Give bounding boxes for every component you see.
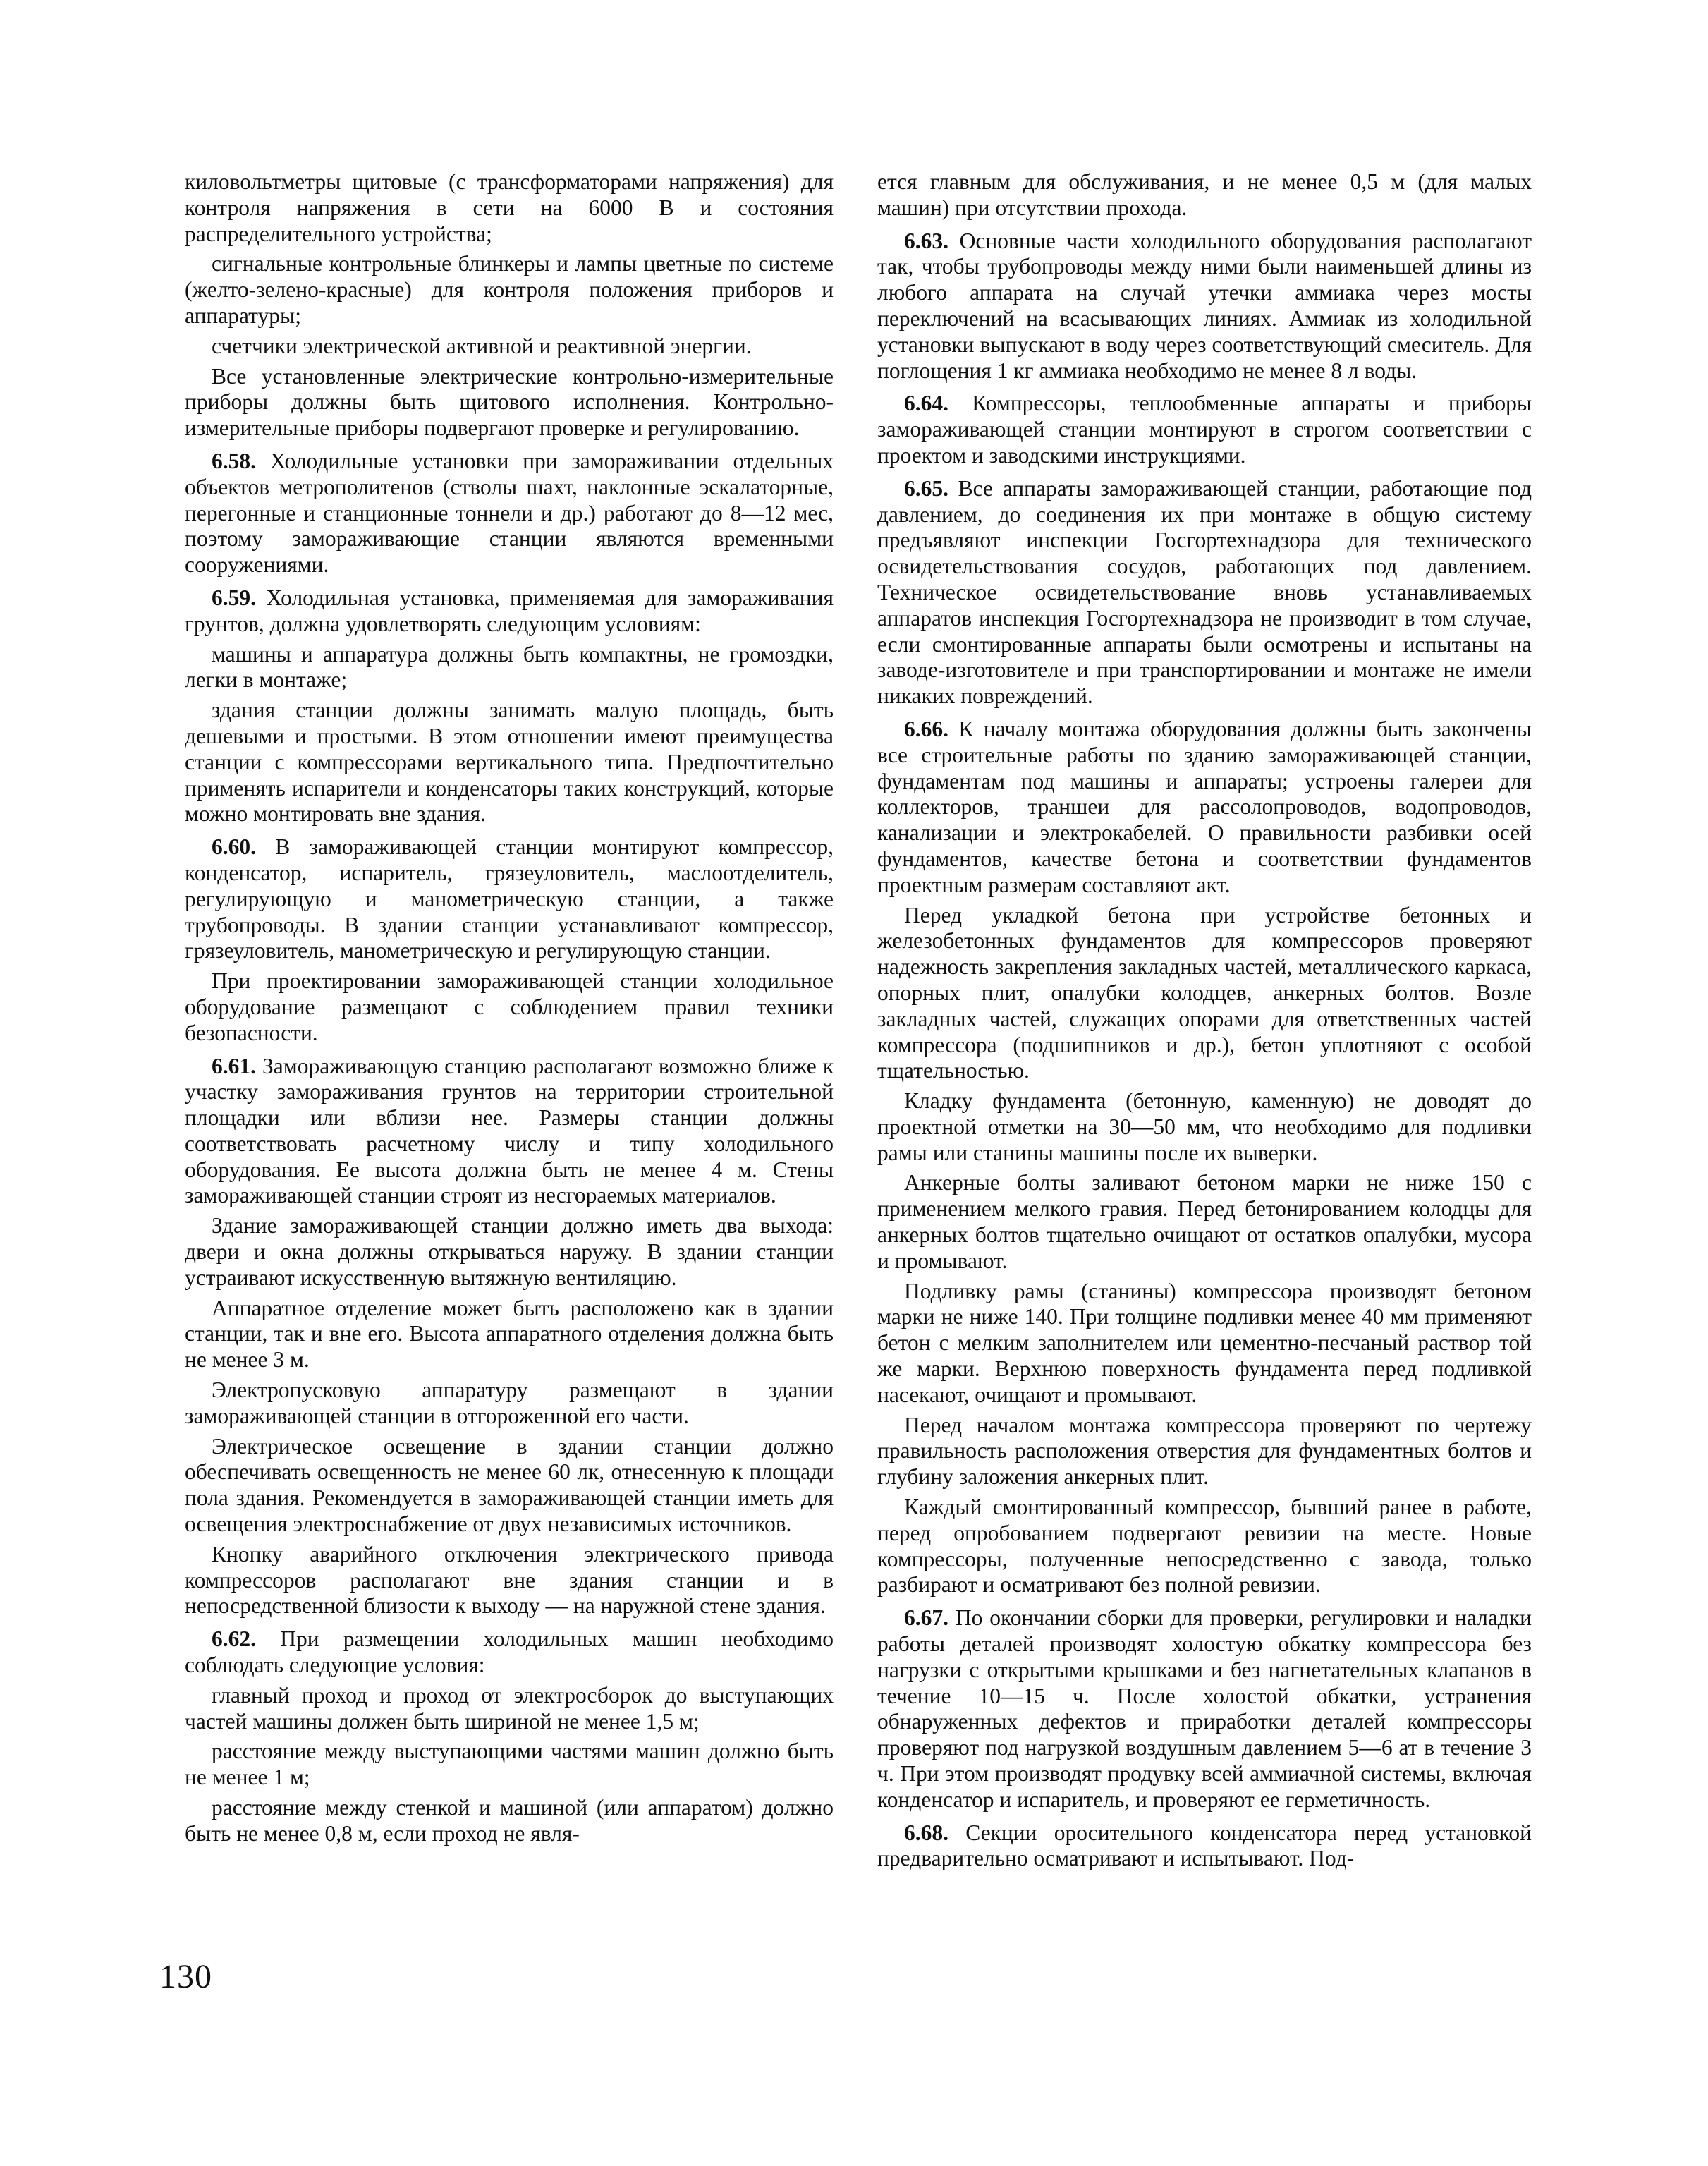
- paragraph: [185, 1377, 834, 1430]
- paragraph-text: машины и аппаратура должны быть компактны, не громоздки, легки в монтаже;: [185, 641, 834, 693]
- section-number: 6.64.: [904, 391, 948, 416]
- paragraph: [185, 334, 834, 360]
- paragraph: [185, 1213, 834, 1291]
- paragraph: [185, 251, 834, 329]
- paragraph-text: Перед началом монтажа компрессора проверяют по чертежу правильность расположения отверстия для фундаментных болтов и глубину заложения анкерных плит.: [877, 1412, 1532, 1490]
- paragraph-text: Подливку рамы (станины) компрессора производят бетоном марки не ниже 140. При толщине подливки менее 40 мм применяют бетон с мелким заполнителем или цементно-песчаный раствор той же марки. Верхнюю поверхность фундамента перед подливкой насекают, очищают и промывают.: [877, 1278, 1532, 1407]
- paragraph-text: По окончании сборки для проверки, регулировки и наладки работы деталей производят холостую обкатку компрессора без нагрузки с открытыми крышками и без нагнетательных клапанов в течение 10—15 ч. После холостой обкатки, устранения обнаруженных дефектов и приработки деталей компрессоры проверяют под нагрузкой воздушным давлением 5—6 ат в течение 3 ч. При этом производят продувку всей аммиачной системы, включая конденсатор и испаритель, и проверяют ее герметичность.: [877, 1605, 1532, 1812]
- paragraph-text: Перед укладкой бетона при устройстве бетонных и железобетонных фундаментов для компрессоров проверяют надежность закрепления закладных частей, металлического каркаса, опорных плит, опалубки колодцев, анкерных болтов. Возле закладных частей, служащих опорами для ответственных частей компрессора (подшипников и др.), бетон уплотняют с особой тщательностью.: [877, 902, 1532, 1083]
- left-text-column: [185, 169, 834, 1851]
- paragraph-text: К началу монтажа оборудования должны быть закончены все строительные работы по зданию замораживающей станции, фундаментам под машины и аппараты; устроены галереи для коллекторов, траншеи для рассолопроводов, водопроводов, канализации и электрокабелей. О правильности разбивки осей фундаментов, качестве бетона и соответствии фундаментов проектным размерам составляют акт.: [877, 716, 1532, 897]
- section-paragraph: [185, 1054, 834, 1210]
- section-paragraph: [185, 1626, 834, 1679]
- paragraph: [185, 1739, 834, 1791]
- section-number: 6.66.: [904, 716, 948, 741]
- section-paragraph: [185, 834, 834, 964]
- section-paragraph: [877, 1820, 1532, 1873]
- paragraph: [185, 968, 834, 1046]
- paragraph: [185, 1542, 834, 1619]
- paragraph: [185, 1795, 834, 1847]
- paragraph: [877, 1279, 1532, 1408]
- section-number: 6.63.: [904, 228, 948, 253]
- paragraph-text: Кладку фундамента (бетонную, каменную) не доводят до проектной отметки на 30—50 мм, что необходимо для подливки рамы или станины машины после их выверки.: [877, 1088, 1532, 1165]
- section-paragraph: [877, 717, 1532, 899]
- paragraph-text: Все аппараты замораживающей станции, работающие под давлением, до соединения их при монтаже в общую систему предъявляют инспекции Госгортехнадзора для технического освидетельствования сосудов, работающих под давлением. Техническое освидетельствование вновь устанавливаемых аппаратов инспекция Госгортехнадзора не производит в том случае, если смонтированные аппараты были осмотрены и испытаны на заводе-изготовителе и при транспортировании и монтаже не имели никаких повреждений.: [877, 475, 1532, 709]
- section-number: 6.59.: [212, 585, 256, 610]
- paragraph: [185, 1683, 834, 1735]
- paragraph-text: здания станции должны занимать малую площадь, быть дешевыми и простыми. В этом отношении имеют преимущества станции с компрессорами вертикального типа. Предпочтительно применять испарители и конденсаторы таких конструкций, которые можно монтировать вне здания.: [185, 698, 834, 827]
- section-number: 6.60.: [212, 834, 256, 860]
- paragraph: [185, 698, 834, 827]
- section-paragraph: [877, 391, 1532, 468]
- paragraph: [185, 1296, 834, 1373]
- paragraph-text: Здание замораживающей станции должно иметь два выхода: двери и окна должны открываться наружу. В здании станции устраивают искусственную вытяжную вентиляцию.: [185, 1213, 834, 1290]
- section-number: 6.61.: [212, 1053, 256, 1078]
- section-paragraph: [877, 229, 1532, 384]
- paragraph-text: расстояние между стенкой и машиной (или аппаратом) должно быть не менее 0,8 м, если проход не явля-: [185, 1795, 834, 1846]
- paragraph: [185, 642, 834, 694]
- paragraph: [877, 169, 1532, 221]
- paragraph: [877, 1170, 1532, 1274]
- paragraph-text: Секции оросительного конденсатора перед установкой предварительно осматривают и испытывают. Под-: [877, 1820, 1532, 1871]
- paragraph-text: Электропусковую аппаратуру размещают в здании замораживающей станции в отгороженной его части.: [185, 1377, 834, 1428]
- paragraph: [877, 1495, 1532, 1598]
- paragraph-text: сигнальные контрольные блинкеры и лампы цветные по системе (желто-зелено-красные) для контроля положения приборов и аппаратуры;: [185, 251, 834, 328]
- paragraph-text: Кнопку аварийного отключения электрического привода компрессоров располагают вне здания станции и в непосредственной близости к выходу — на наружной стене здания.: [185, 1541, 834, 1619]
- paragraph-text: При размещении холодильных машин необходимо соблюдать следующие условия:: [185, 1626, 834, 1678]
- paragraph-text: Все установленные электрические контрольно-измерительные приборы должны быть щитового исполнения. Контрольно-измерительные приборы подвергают проверке и регулированию.: [185, 363, 834, 441]
- section-paragraph: [877, 476, 1532, 710]
- paragraph-text: главный проход и проход от электросборок до выступающих частей машины должен быть шириной не менее 1,5 м;: [185, 1682, 834, 1734]
- paragraph-text: Аппаратное отделение может быть расположено как в здании станции, так и вне его. Высота аппаратного отделения должна быть не менее 3 м.: [185, 1295, 834, 1373]
- paragraph-text: Компрессоры, теплообменные аппараты и приборы замораживающей станции монтируют в строгом соответствии с проектом и заводскими инструкциями.: [877, 391, 1532, 468]
- section-number: 6.68.: [904, 1820, 948, 1845]
- paragraph-text: Холодильная установка, применяемая для замораживания грунтов, должна удовлетворять следующим условиям:: [185, 585, 834, 636]
- paragraph-text: В замораживающей станции монтируют компрессор, конденсатор, испаритель, грязеуловитель, маслоотделитель, регулирующую и манометрическую станции, а также трубопроводы. В здании станции устанавливают компрессор, грязеуловитель, манометрическую и регулирующую станции.: [185, 834, 834, 963]
- section-number: 6.67.: [904, 1605, 948, 1631]
- paragraph: [185, 1434, 834, 1538]
- paragraph-text: Холодильные установки при замораживании отдельных объектов метрополитенов (стволы шахт, наклонные эскалаторные, перегонные и станционные тоннели и др.) работают до 8—12 мес, поэтому замораживающие станции являются временными сооружениями.: [185, 448, 834, 578]
- paragraph-text: расстояние между выступающими частями машин должно быть не менее 1 м;: [185, 1739, 834, 1790]
- paragraph-text: ется главным для обслуживания, и не менее 0,5 м (для малых машин) при отсутствии прохода.: [877, 169, 1532, 220]
- paragraph: [877, 903, 1532, 1085]
- paragraph-text: счетчики электрической активной и реактивной энергии.: [212, 333, 752, 358]
- section-paragraph: [877, 1605, 1532, 1813]
- section-paragraph: [185, 449, 834, 578]
- paragraph-text: Каждый смонтированный компрессор, бывший ранее в работе, перед опробованием подвергают ревизии на месте. Новые компрессоры, полученные непосредственно с завода, только разбирают и осматривают без полной ревизии.: [877, 1495, 1532, 1598]
- section-paragraph: [185, 585, 834, 638]
- paragraph-text: Электрическое освещение в здании станции должно обеспечивать освещенность не менее 60 лк, отнесенную к площади пола здания. Рекомендуется в замораживающей станции иметь для освещения электроснабжение от двух независимых источников.: [185, 1433, 834, 1537]
- paragraph: [877, 1413, 1532, 1490]
- paragraph-text: киловольтметры щитовые (с трансформаторами напряжения) для контроля напряжения в сети на 6000 В и состояния распределительного устройства;: [185, 169, 834, 246]
- paragraph-text: Основные части холодильного оборудования располагают так, чтобы трубопроводы между ними были наименьшей длины из любого аппарата на случай утечки аммиака через мосты переключений на всасывающих линиях. Аммиак из холодильной установки выпускают в воду через соответствующий смеситель. Для поглощения 1 кг аммиака необходимо не менее 8 л воды.: [877, 228, 1532, 383]
- section-number: 6.58.: [212, 448, 256, 473]
- paragraph-text: Замораживающую станцию располагают возможно ближе к участку замораживания грунтов на территории строительной площадки или вблизи нее. Размеры станции должны соответствовать расчетному числу и типу холодильного оборудования. Ее высота должна быть не менее 4 м. Стены замораживающей станции строят из несгораемых материалов.: [185, 1053, 834, 1208]
- paragraph-text: Анкерные болты заливают бетоном марки не ниже 150 с применением мелкого гравия. Перед бетонированием колодцы для анкерных болтов тщательно очищают от остатков опалубки, мусора и промывают.: [877, 1170, 1532, 1273]
- paragraph: [185, 364, 834, 442]
- paragraph-text: При проектировании замораживающей станции холодильное оборудование размещают с соблюдением правил техники безопасности.: [185, 968, 834, 1045]
- right-text-column: [877, 169, 1532, 1876]
- section-number: 6.62.: [212, 1626, 256, 1652]
- section-number: 6.65.: [904, 475, 948, 501]
- page-number: 130: [159, 1958, 212, 1995]
- paragraph: [877, 1088, 1532, 1166]
- paragraph: [185, 169, 834, 247]
